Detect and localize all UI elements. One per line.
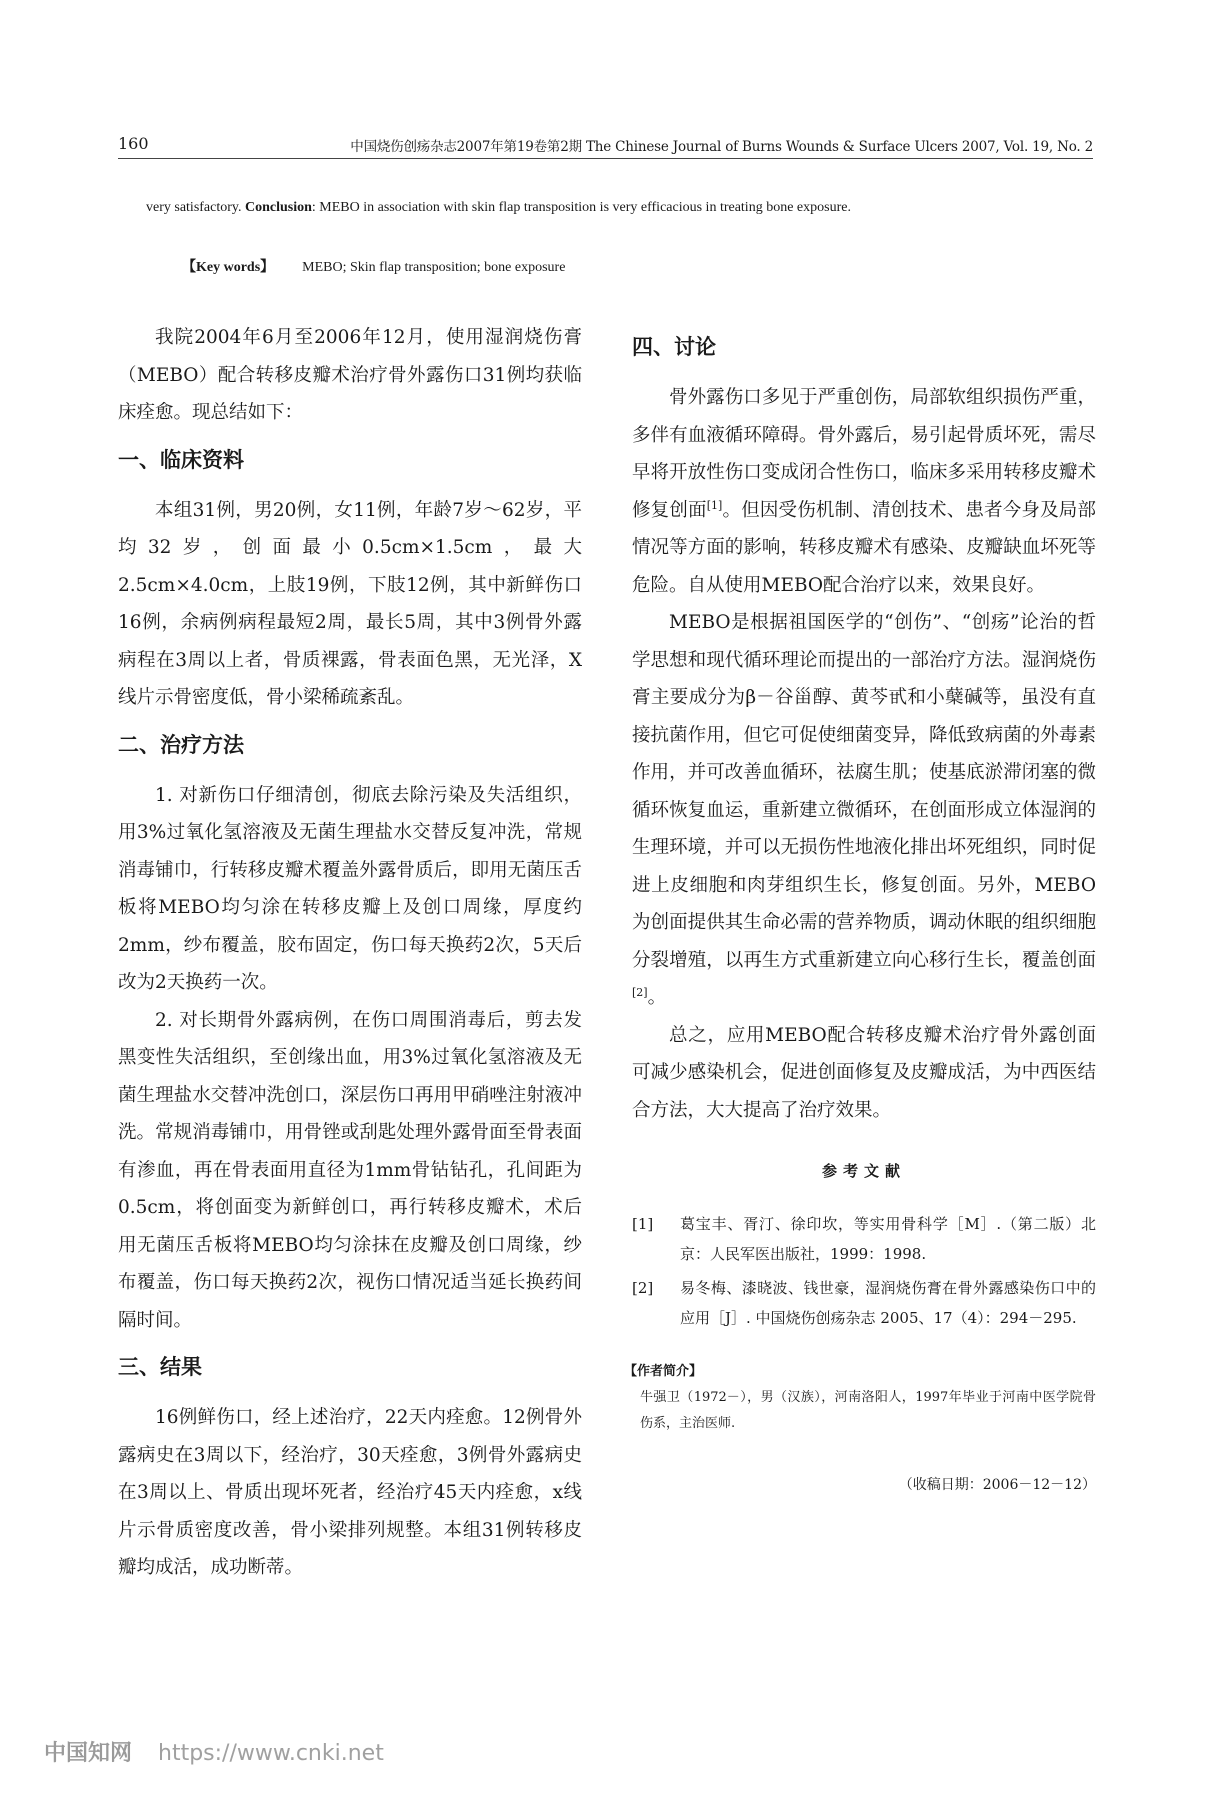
author-bio [624,1359,1096,1437]
cnki-watermark [44,1736,384,1767]
reference-item [632,1273,1096,1333]
section-heading-results: 三、结果 [118,1355,202,1379]
discussion-p1-text: 骨外露伤口多见于严重创伤，局部软组织损伤严重，多伴有血液循环障碍。骨外露后，易引起骨质坏死，需尽早将开放性伤口变成闭合性伤口，临床多采用转移皮瓣术修复创面 [632,387,1096,521]
citation-1: [1] [706,498,723,512]
conclusion-text: : MEBO in association with skin flap transposition is very efficacious in treating bone exposure. [311,200,851,215]
treatment-paragraph-1: 1. 对新伤口仔细清创，彻底去除污染及失活组织，用3%过氧化氢溶液及无菌生理盐水交替反复冲洗，常规消毒铺巾，行转移皮瓣术覆盖外露骨质后，即用无菌压舌板将MEBO均匀涂在转移皮瓣上及创口周缘，厚度约2mm，纱布覆盖，胶布固定，伤口每天换药2次，5天后改为2天换药一次。 [118,784,582,993]
right-column [624,319,1096,1504]
reference-text: 葛宝丰、胥汀、徐印坎，等实用骨科学［M］.（第二版）北京：人民军医出版社，1999：1998. [680,1214,1096,1263]
conclusion-paragraph: 总之，应用MEBO配合转移皮瓣术治疗骨外露创面可减少感染机会，促进创面修复及皮瓣成活，为中西医结合方法，大大提高了治疗效果。 [632,1024,1096,1121]
reference-text: 易冬梅、漆晓波、钱世豪，湿润烧伤膏在骨外露感染伤口中的应用［J］. 中国烧伤创疡杂志 2005、17（4）：294－295. [680,1278,1096,1327]
page-number: 160 [118,134,149,153]
left-column [118,319,582,1587]
citation-2: [2] [632,985,648,999]
treatment-paragraph-2: 2. 对长期骨外露病例，在伤口周围消毒后，剪去发黑变性失活组织，至创缘出血，用3%过氧化氢溶液及无菌生理盐水交替冲洗创口，深层伤口再用甲硝唑注射液冲洗。常规消毒铺巾，用骨锉或刮匙处理外露骨面至骨表面有渗血，再在骨表面用直径为1mm骨钻钻孔，孔间距为0.5cm，将创面变为新鲜创口，再行转移皮瓣术，术后用无菌压舌板将MEBO均匀涂抹在皮瓣及创口周缘，纱布覆盖，伤口每天换药2次，视伤口情况适当延长换药间隔时间。 [118,1009,582,1331]
abstract-tail-text: very satisfactory. [146,200,245,215]
reference-number: [2] [632,1278,654,1297]
watermark-site-name: 中国知网 [44,1741,133,1766]
journal-title-line: 中国烧伤创疡杂志2007年第19卷第2期 The Chinese Journal of Burns Wounds & Surface Ulcers 2007, Vol. 19, No. 2 [350,139,1093,155]
section-heading-treatment: 二、治疗方法 [118,732,244,757]
discussion-paragraph-2 [632,604,1096,1017]
keywords-line [182,256,565,276]
watermark-url: https://www.cnki.net [158,1741,384,1766]
author-bio-label: 【作者简介】 [624,1363,703,1379]
intro-paragraph: 我院2004年6月至2006年12月，使用湿润烧伤膏（MEBO）配合转移皮瓣术治疗骨外露伤口31例均获临床痊愈。现总结如下： [118,327,582,423]
abstract-tail [146,194,1086,222]
received-date: （收稿日期：2006－12－12） [898,1476,1096,1493]
results-paragraph: 16例鲜伤口，经上述治疗，22天内痊愈。12例骨外露病史在3周以下，经治疗，30天痊愈，3例骨外露病史在3周以上、骨质出现坏死者，经治疗45天内痊愈，x线片示骨质密度改善，骨小梁排列规整。本组31例转移皮瓣均成活，成功断蒂。 [118,1407,582,1578]
references-heading: 参考文献 [821,1162,906,1180]
discussion-p1-text-cont: 。但因受伤机制、清创技术、患者今身及局部情况等方面的影响，转移皮瓣术有感染、皮瓣缺血坏死等危险。自从使用MEBO配合治疗以来，效果良好。 [632,499,1096,596]
keywords-text: MEBO; Skin flap transposition; bone exposure [302,260,566,275]
conclusion-label: Conclusion [245,200,312,215]
keywords-label: 【Key words】 [182,260,275,275]
reference-item [632,1209,1096,1269]
reference-number: [1] [632,1214,654,1233]
section-heading-clinical-data: 一、临床资料 [118,447,244,472]
discussion-p2-text: MEBO是根据祖国医学的“创伤”、“创疡”论治的哲学思想和现代循环理论而提出的一部治疗方法。湿润烧伤膏主要成分为β－谷甾醇、黄芩甙和小蘖碱等，虽没有直接抗菌作用，但它可促使细菌变异，降低致病菌的外毒素作用，并可改善血循环，祛腐生肌；使基底淤滞闭塞的微循环恢复血运，重新建立微循环，在创面形成立体湿润的生理环境，并可以无损伤性地液化排出坏死组织，同时促进上皮细胞和肉芽组织生长，修复创面。另外，MEBO为创面提供其生命必需的营养物质，调动休眠的组织细胞分裂增殖，以再生方式重新建立向心移行生长，覆盖创面 [632,612,1096,971]
running-header [118,134,1093,159]
author-bio-text: 牛强卫（1972－），男（汉族），河南洛阳人，1997年毕业于河南中医学院骨伤系，主治医师. [640,1389,1096,1431]
references-list [632,1209,1096,1333]
clinical-data-paragraph: 本组31例，男20例，女11例，年龄7岁～62岁，平均32岁，创面最小0.5cm×1.5cm，最大2.5cm×4.0cm，上肢19例，下肢12例，其中新鲜伤口16例，余病例病程最短2周，最长5周，其中3例骨外露病程在3周以上者，骨质裸露，骨表面色黑，无光泽，X线片示骨密度低，骨小梁稀疏紊乱。 [118,499,582,708]
section-heading-discussion: 四、讨论 [632,335,716,359]
discussion-p2-text-cont: 。 [647,987,667,1008]
discussion-paragraph-1 [632,379,1096,604]
